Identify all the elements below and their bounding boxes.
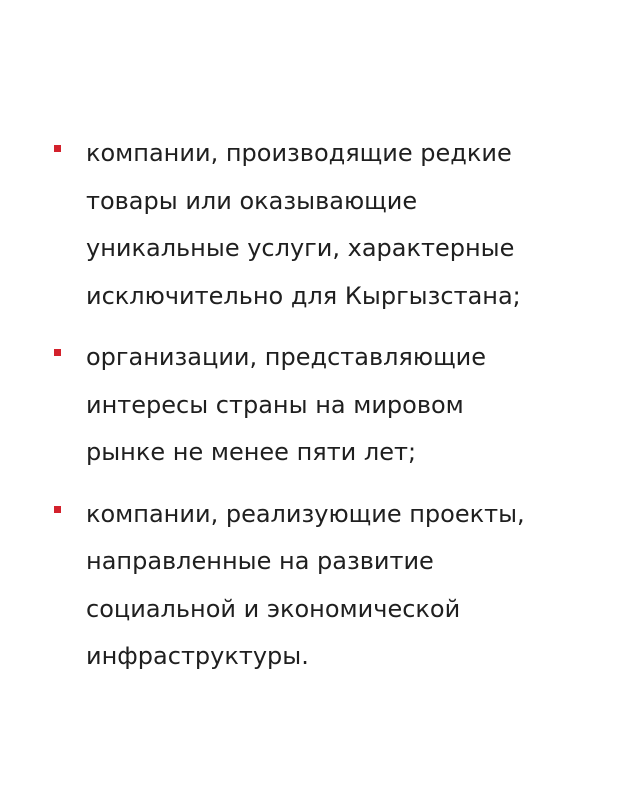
- square-bullet-icon: [54, 349, 61, 356]
- text-line: направленные на развитие: [86, 547, 434, 575]
- list-item: [52, 491, 612, 681]
- list-item: [52, 334, 612, 477]
- text-line: рынке не менее пяти лет;: [86, 438, 417, 466]
- text-line: исключительно для Кыргызстана;: [86, 281, 521, 310]
- list-item-text: [86, 334, 612, 477]
- text-line: уникальные услуги, характерные: [86, 234, 515, 262]
- text-line: компании, производящие редкие: [86, 139, 512, 167]
- text-line: инфраструктуры.: [86, 642, 309, 670]
- text-line: организации, представляющие: [86, 343, 487, 371]
- list-item: [52, 130, 612, 320]
- text-line: компании, реализующие проекты,: [86, 499, 525, 528]
- text-line: социальной и экономической: [86, 594, 461, 623]
- list-item-text: [86, 491, 612, 681]
- square-bullet-icon: [54, 145, 61, 152]
- text-line: интересы страны на мировом: [86, 390, 464, 419]
- bullet-list: [52, 130, 612, 695]
- text-line: товары или оказывающие: [86, 186, 418, 215]
- square-bullet-icon: [54, 506, 61, 513]
- list-item-text: [86, 130, 612, 320]
